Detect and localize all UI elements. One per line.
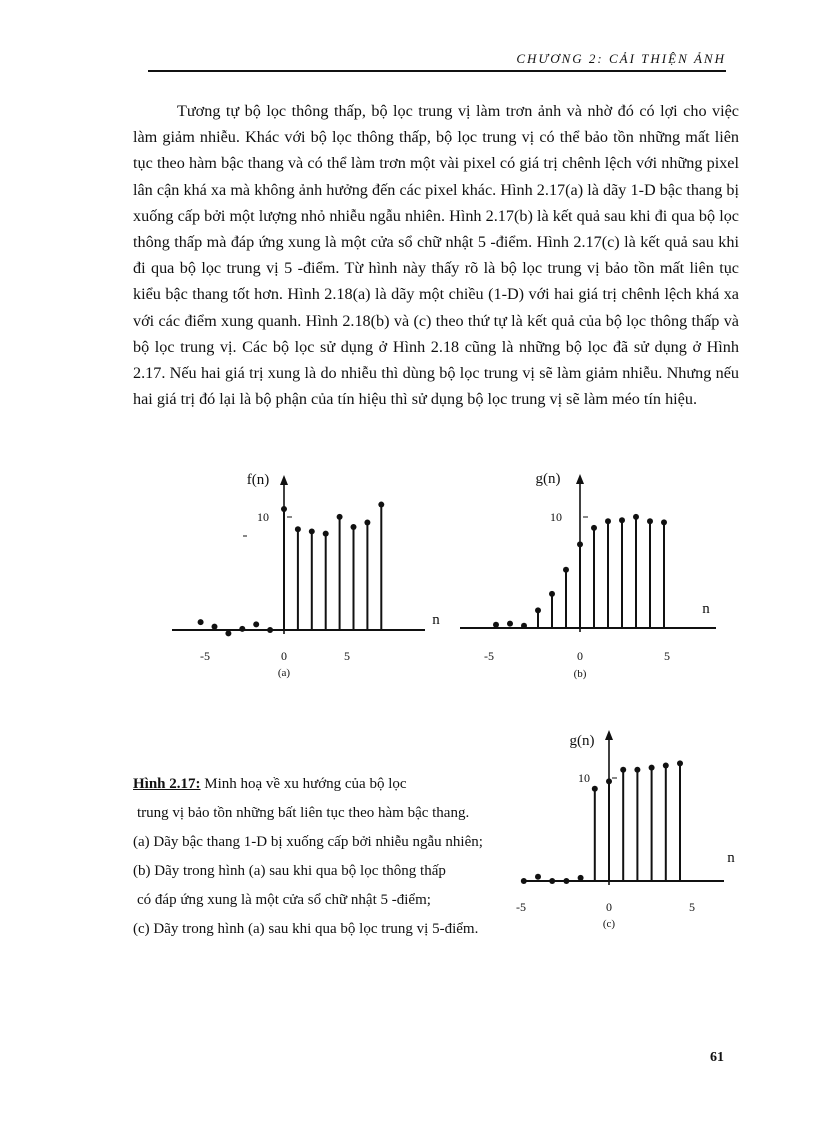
data-point: [239, 626, 245, 632]
x-axis-label: n: [432, 612, 440, 628]
panel-label: (a): [277, 667, 291, 679]
x-tick-label: 0: [606, 900, 612, 914]
y-axis-arrow: [605, 730, 613, 740]
y-tick-label: 10: [550, 510, 562, 524]
data-point: [337, 514, 343, 520]
x-tick-label: -5: [516, 900, 526, 914]
data-point: [323, 531, 329, 537]
data-point: [253, 621, 259, 627]
data-point: [661, 519, 667, 525]
figure-caption: [133, 770, 553, 944]
data-point: [649, 765, 655, 771]
data-point: [677, 760, 683, 766]
data-point: [493, 622, 499, 628]
data-point: [507, 621, 513, 627]
data-point: [267, 627, 273, 633]
x-tick-label: 0: [281, 649, 287, 663]
data-point: [351, 524, 357, 530]
data-point: [577, 541, 583, 547]
panel-label: (b): [573, 668, 587, 680]
data-point: [212, 624, 218, 630]
data-point: [198, 619, 204, 625]
data-point: [663, 762, 669, 768]
y-axis-arrow: [576, 474, 584, 484]
data-point: [591, 525, 597, 531]
x-axis-label: n: [702, 601, 710, 617]
data-point: [578, 875, 584, 881]
x-tick-label: -5: [484, 649, 494, 663]
caption-line-2: trung vị bảo tồn những bất liên tục theo hàm bậc thang.: [137, 805, 470, 821]
data-point: [563, 878, 569, 884]
plot-a: [172, 472, 440, 679]
caption-line-6: (c) Dãy trong hình (a) sau khi qua bộ lọc trung vị 5-điểm.: [133, 921, 479, 937]
y-axis-label: f(n): [246, 472, 270, 488]
data-point: [606, 778, 612, 784]
chapter-title: CHƯƠNG 2: CẢI THIỆN ẢNH: [516, 51, 726, 66]
y-axis-label: g(n): [535, 471, 561, 487]
x-tick-label: 5: [689, 900, 695, 914]
data-point: [535, 607, 541, 613]
data-point: [620, 767, 626, 773]
page-number: 61: [710, 1050, 724, 1065]
x-axis-label: n: [727, 850, 735, 866]
data-point: [605, 518, 611, 524]
caption-text-1: Minh hoạ về xu hướng của bộ lọc: [204, 776, 407, 792]
data-point: [647, 518, 653, 524]
data-point: [295, 526, 301, 532]
caption-line-3: (a) Dãy bậc thang 1-D bị xuống cấp bởi nhiễu ngẫu nhiên;: [133, 834, 483, 850]
data-point: [634, 767, 640, 773]
data-point: [521, 623, 527, 629]
data-point: [281, 506, 287, 512]
y-axis-arrow: [280, 475, 288, 485]
data-point: [592, 786, 598, 792]
paragraph-text: Tương tự bộ lọc thông thấp, bộ lọc trung vị làm trơn ảnh và nhờ đó có lợi cho việc làm giảm nhiễu. Khác với bộ lọc thông thấp, bộ lọc trung vị có thể bảo tồn những mất liên tục theo hàm bậc thang và có thể làm trơn một vài pixel có giá trị chênh lệch với những pixel lân cận khá xa mà không ảnh hưởng đến các pixel khác. Hình 2.17(a) là dãy 1-D bậc thang bị xuống cấp bởi một lượng nhỏ nhiễu ngẫu nhiên. Hình 2.17(b) là kết quả sau khi đi qua bộ lọc thông thấp mà đáp ứng xung là một cửa sổ chữ nhật 5 -điểm. Hình 2.17(c) là kết quả sau khi đi qua bộ lọc trung vị 5 -điểm. Từ hình này thấy rõ là bộ lọc trung vị bảo tồn mất liên tục kiểu bậc thang tốt hơn. Hình 2.18(a) là dãy một chiều (1-D) với hai giá trị chênh lệch khá xa với các điểm xung quanh. Hình 2.18(b) và (c) theo thứ tự là kết quả của bộ lọc thông thấp và bộ lọc trung vị. Các bộ lọc sử dụng ở Hình 2.18 cũng là những bộ lọc đã sử dụng ở Hình 2.17. Nếu hai giá trị xung là do nhiễu thì dùng bộ lọc trung vị sẽ làm giảm nhiễu. Nhưng nếu hai giá trị đó lại là bộ phận của tín hiệu thì sử dụng bộ lọc trung vị sẽ làm méo tín hiệu.: [133, 102, 739, 409]
x-tick-label: 0: [577, 649, 583, 663]
y-axis-label: g(n): [569, 733, 595, 749]
x-tick-label: 5: [664, 649, 670, 663]
data-point: [563, 567, 569, 573]
y-tick-label: 10: [257, 510, 269, 524]
y-tick-label: 10: [578, 771, 590, 785]
data-point: [619, 517, 625, 523]
data-point: [364, 519, 370, 525]
data-point: [633, 514, 639, 520]
x-tick-label: 5: [344, 649, 350, 663]
data-point: [378, 502, 384, 508]
caption-line-5: có đáp ứng xung là một cửa sổ chữ nhật 5 -điểm;: [137, 892, 431, 908]
data-point: [549, 591, 555, 597]
data-point: [309, 528, 315, 534]
caption-title: Hình 2.17:: [133, 776, 201, 792]
x-tick-label: -5: [200, 649, 210, 663]
caption-line-4: (b) Dãy trong hình (a) sau khi qua bộ lọc thông thấp: [133, 863, 446, 879]
plot-b: [460, 471, 716, 680]
data-point: [225, 630, 231, 636]
caption-line-1: [133, 770, 553, 799]
panel-label: (c): [602, 918, 616, 930]
